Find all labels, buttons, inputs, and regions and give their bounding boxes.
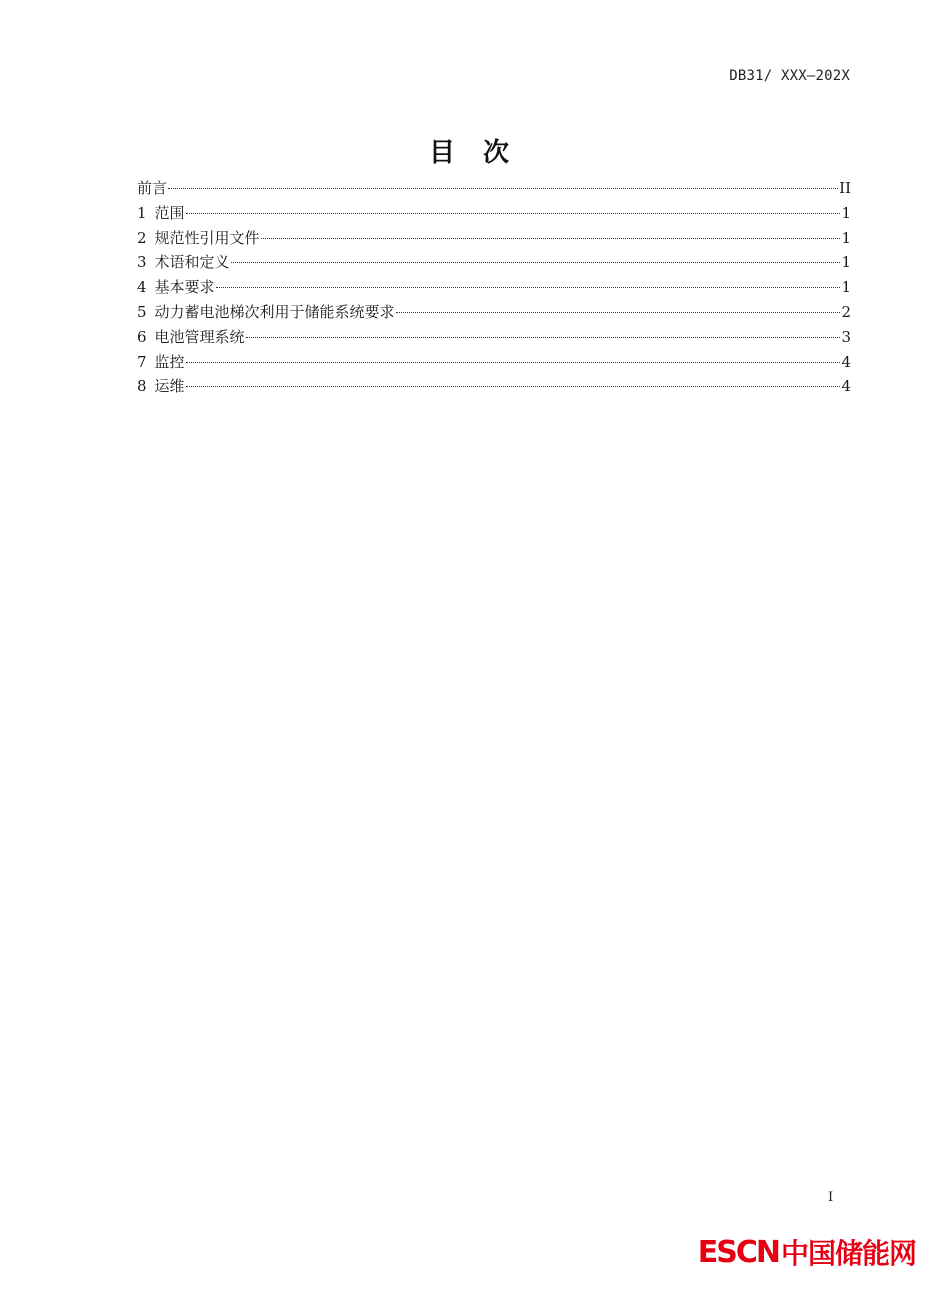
document-code: DB31/ XXX—202X bbox=[729, 68, 850, 84]
toc-entry-number: 5 bbox=[137, 302, 147, 321]
toc-entry-page: II bbox=[839, 179, 851, 197]
toc-entry-monitoring[interactable] bbox=[137, 350, 851, 375]
toc-dot-leader bbox=[396, 312, 841, 313]
toc-entry-label: 前言 bbox=[137, 179, 168, 197]
toc-entry-label: 电池管理系统 bbox=[154, 327, 245, 346]
toc-entry-battery-management-system[interactable] bbox=[137, 325, 851, 350]
toc-title bbox=[0, 132, 938, 169]
toc-dot-leader bbox=[186, 213, 841, 214]
toc-entry-page: 3 bbox=[841, 327, 851, 346]
toc-list bbox=[137, 176, 851, 399]
toc-dot-leader bbox=[186, 362, 841, 363]
toc-entry-label: 范围 bbox=[154, 203, 185, 222]
watermark-latin-text: ESCN bbox=[697, 1234, 779, 1270]
toc-entry-normative-references[interactable] bbox=[137, 226, 851, 251]
watermark-chinese-text: 中国储能网 bbox=[780, 1237, 916, 1270]
toc-entry-number: 4 bbox=[137, 278, 147, 297]
toc-dot-leader bbox=[216, 287, 841, 288]
toc-entry-number: 1 bbox=[137, 203, 147, 222]
toc-entry-battery-storage-requirements[interactable] bbox=[137, 300, 851, 325]
toc-entry-page: 4 bbox=[841, 352, 851, 371]
toc-entry-page: 1 bbox=[841, 253, 851, 272]
toc-entry-number: 3 bbox=[137, 253, 147, 272]
toc-entry-label: 术语和定义 bbox=[154, 253, 230, 272]
toc-entry-operation-maintenance[interactable] bbox=[137, 374, 851, 399]
toc-dot-leader bbox=[168, 188, 838, 189]
toc-entry-label: 运维 bbox=[154, 377, 185, 396]
toc-dot-leader bbox=[231, 262, 841, 263]
toc-entry-number: 8 bbox=[137, 377, 147, 396]
toc-entry-page: 1 bbox=[841, 278, 851, 297]
toc-entry-label: 规范性引用文件 bbox=[154, 228, 260, 247]
toc-entry-label: 动力蓄电池梯次利用于储能系统要求 bbox=[154, 302, 395, 321]
toc-entry-number: 6 bbox=[137, 327, 147, 346]
toc-dot-leader bbox=[246, 337, 841, 338]
page-number: I bbox=[828, 1190, 834, 1205]
toc-title-part2: 次 bbox=[483, 138, 510, 168]
toc-entry-label: 监控 bbox=[154, 352, 185, 371]
toc-entry-terms-definitions[interactable] bbox=[137, 250, 851, 275]
toc-entry-page: 2 bbox=[841, 302, 851, 321]
toc-entry-page: 1 bbox=[841, 203, 851, 222]
toc-dot-leader bbox=[186, 386, 841, 387]
toc-entry-foreword[interactable] bbox=[137, 176, 851, 201]
toc-entry-label: 基本要求 bbox=[154, 278, 215, 297]
toc-dot-leader bbox=[261, 238, 841, 239]
escn-watermark-logo bbox=[698, 1232, 916, 1272]
toc-title-part1: 目 bbox=[428, 138, 455, 168]
toc-entry-number: 2 bbox=[137, 228, 147, 247]
toc-entry-number: 7 bbox=[137, 352, 147, 371]
toc-entry-page: 1 bbox=[841, 228, 851, 247]
toc-entry-page: 4 bbox=[841, 377, 851, 396]
toc-entry-scope[interactable] bbox=[137, 201, 851, 226]
toc-entry-basic-requirements[interactable] bbox=[137, 275, 851, 300]
